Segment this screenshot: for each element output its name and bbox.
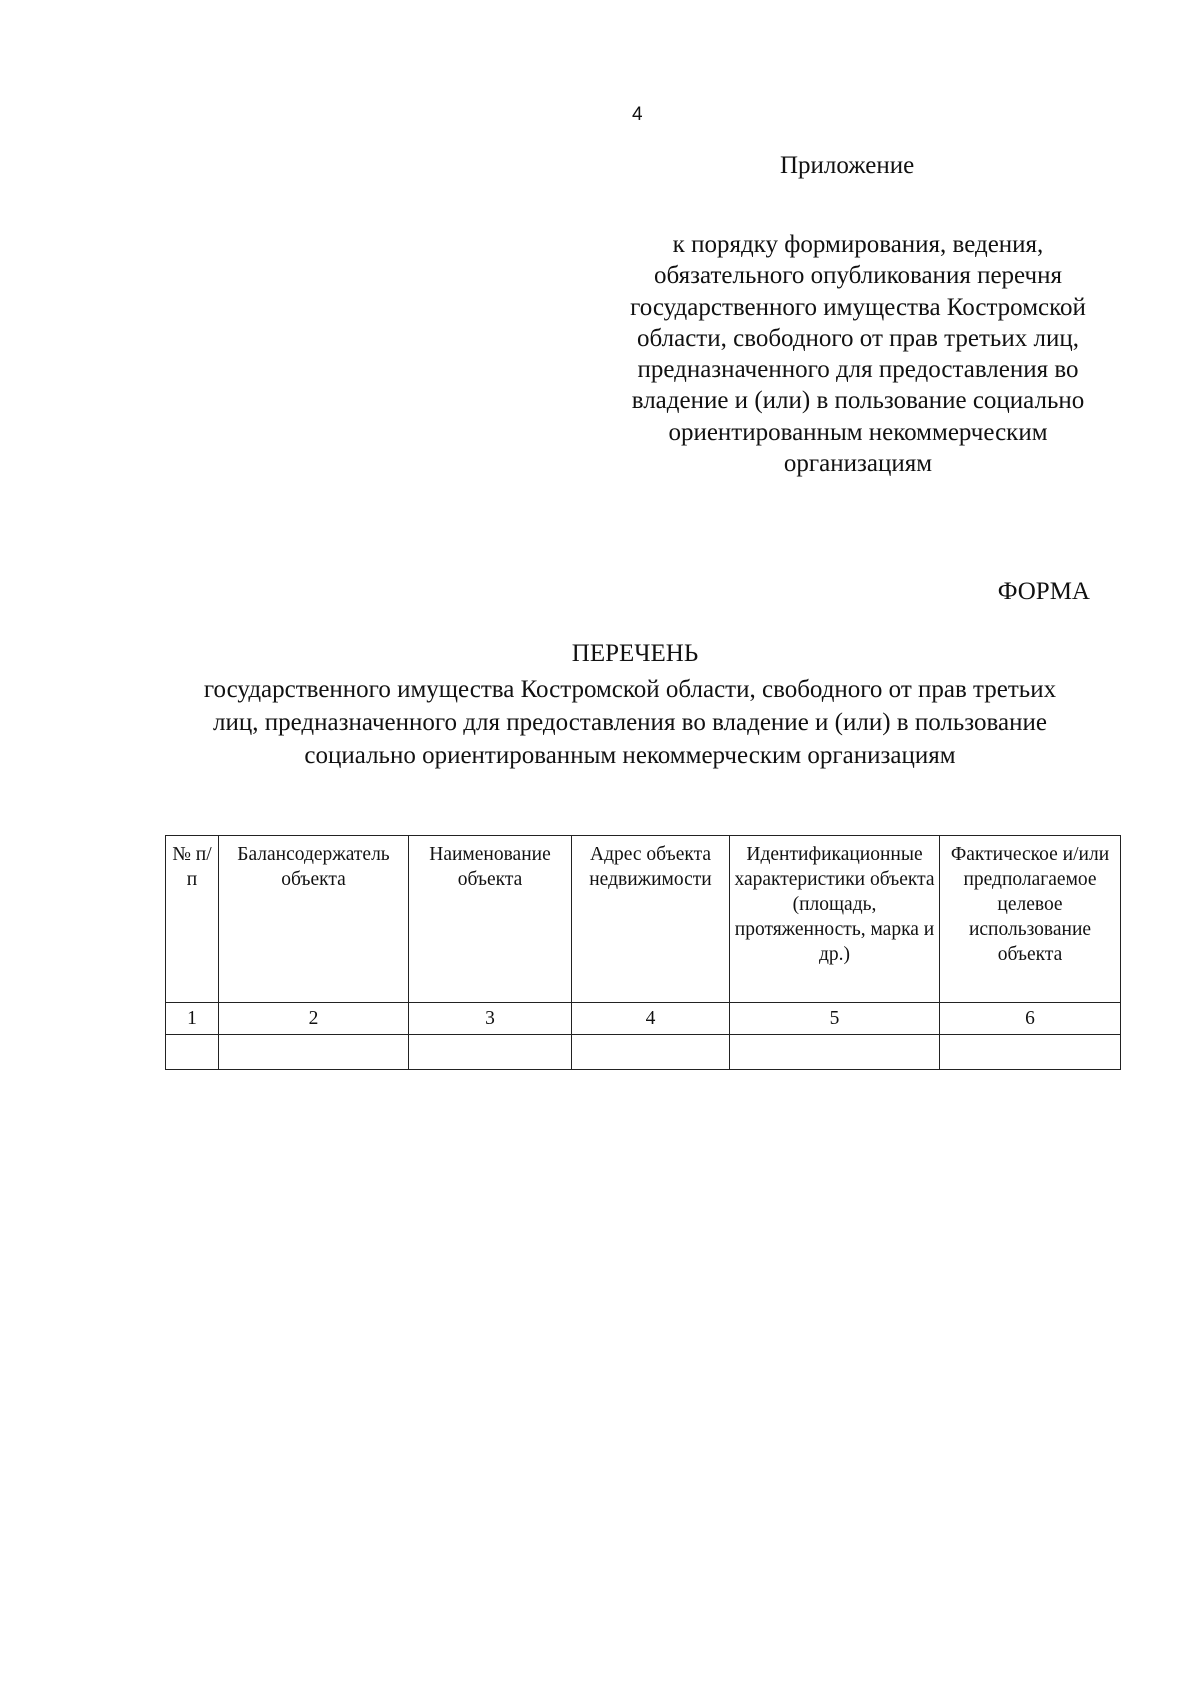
empty-cell (409, 1035, 572, 1070)
property-list-table (165, 835, 1121, 1070)
header-cell-characteristics: Идентификационные характеристики объекта (площадь, протяженность, марка и др.) (730, 836, 940, 1003)
header-cell-holder: Балансодержатель объекта (219, 836, 409, 1003)
empty-cell (940, 1035, 1121, 1070)
column-number-cell: 6 (940, 1003, 1121, 1035)
appendix-description: к порядку формирования, ведения, обязательного опубликования перечня государственного имущества Костромской области, свободного от прав третьих лиц, предназначенного для предоставления во владение и (или) в пользование социально ориентированным некоммерческим организациям (630, 231, 1086, 478)
header-cell-number: № п/п (166, 836, 219, 1003)
list-title: ПЕРЕЧЕНЬ (571, 640, 699, 667)
empty-cell (219, 1035, 409, 1070)
empty-cell (166, 1035, 219, 1070)
column-number-cell: 5 (730, 1003, 940, 1035)
column-number-cell: 2 (219, 1003, 409, 1035)
header-cell-name: Наименование объекта (409, 836, 572, 1003)
table-row (166, 1035, 1121, 1070)
header-cell-address: Адрес объекта недвижимости (572, 836, 730, 1003)
table-header-row (166, 836, 1121, 1003)
empty-cell (572, 1035, 730, 1070)
empty-cell (730, 1035, 940, 1070)
header-cell-purpose: Фактическое и/или предполагаемое целевое использование объекта (940, 836, 1121, 1003)
column-number-row (166, 1003, 1121, 1035)
column-number-cell: 1 (166, 1003, 219, 1035)
column-number-cell: 4 (572, 1003, 730, 1035)
appendix-label: Приложение (780, 152, 915, 179)
page-number: 4 (632, 104, 643, 125)
form-label: ФОРМА (997, 578, 1090, 605)
list-subtitle: государственного имущества Костромской области, свободного от прав третьих лиц, предназначенного для предоставления во владение и (или) в пользование социально ориентированным некоммерческим организациям (203, 676, 1057, 769)
column-number-cell: 3 (409, 1003, 572, 1035)
